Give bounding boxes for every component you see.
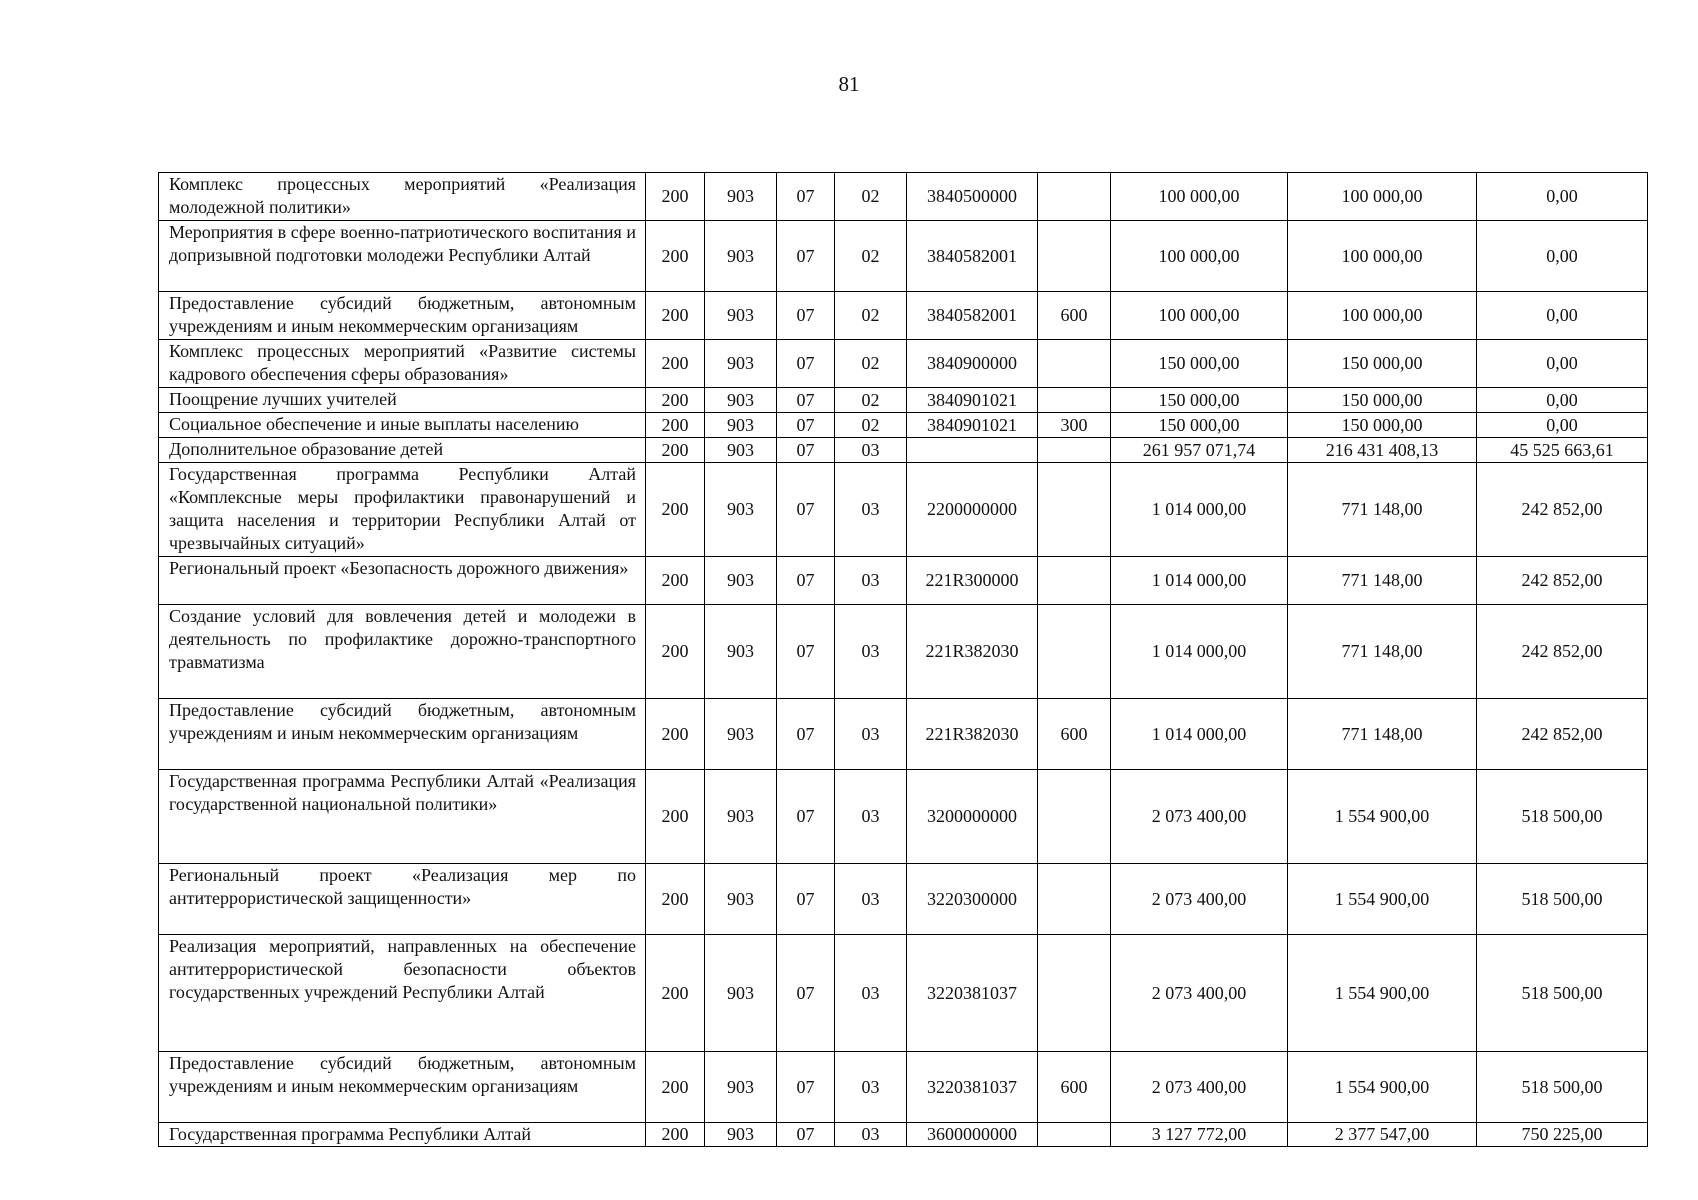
expense-type-cell [1038, 770, 1111, 864]
sum-total-cell: 261 957 071,74 [1111, 438, 1288, 463]
sum-part2-cell: 0,00 [1477, 340, 1648, 388]
sum-part1-cell: 2 377 547,00 [1288, 1123, 1477, 1147]
section-cell: 07 [777, 1123, 835, 1147]
item-name-cell: Государственная программа Республики Алтай «Комплексные меры профилактики правонарушений и защита населения и территории Республики Алтай от чрезвычайных ситуаций» [159, 463, 646, 557]
code-a-cell: 200 [646, 221, 705, 292]
subsection-cell: 02 [835, 340, 907, 388]
expense-type-cell [1038, 864, 1111, 935]
code-a-cell: 200 [646, 340, 705, 388]
sum-part1-cell: 771 148,00 [1288, 605, 1477, 699]
expense-type-cell [1038, 935, 1111, 1052]
item-name-cell: Комплекс процессных мероприятий «Развитие системы кадрового обеспечения сферы образования» [159, 340, 646, 388]
sum-part1-cell: 150 000,00 [1288, 340, 1477, 388]
sum-total-cell: 150 000,00 [1111, 388, 1288, 413]
code-a-cell: 200 [646, 699, 705, 770]
expense-type-cell [1038, 221, 1111, 292]
sum-part2-cell: 45 525 663,61 [1477, 438, 1648, 463]
code-b-cell: 903 [705, 557, 777, 605]
subsection-cell: 02 [835, 173, 907, 221]
target-article-cell: 3840900000 [907, 340, 1038, 388]
item-name-cell: Предоставление субсидий бюджетным, автономным учреждениям и иным некоммерческим организациям [159, 699, 646, 770]
code-a-cell: 200 [646, 1052, 705, 1123]
expense-type-cell [1038, 605, 1111, 699]
table-row [159, 770, 1648, 864]
sum-part1-cell: 1 554 900,00 [1288, 770, 1477, 864]
table-row [159, 221, 1648, 292]
target-article-cell: 3840582001 [907, 221, 1038, 292]
sum-part1-cell: 100 000,00 [1288, 173, 1477, 221]
expense-type-cell [1038, 340, 1111, 388]
sum-total-cell: 1 014 000,00 [1111, 463, 1288, 557]
section-cell: 07 [777, 864, 835, 935]
code-b-cell: 903 [705, 438, 777, 463]
section-cell: 07 [777, 413, 835, 438]
code-a-cell: 200 [646, 864, 705, 935]
sum-part2-cell: 0,00 [1477, 413, 1648, 438]
subsection-cell: 03 [835, 438, 907, 463]
code-b-cell: 903 [705, 221, 777, 292]
sum-total-cell: 100 000,00 [1111, 292, 1288, 340]
sum-part1-cell: 771 148,00 [1288, 699, 1477, 770]
code-b-cell: 903 [705, 605, 777, 699]
code-b-cell: 903 [705, 340, 777, 388]
code-b-cell: 903 [705, 173, 777, 221]
table-row [159, 340, 1648, 388]
item-name-cell: Государственная программа Республики Алтай «Реализация государственной национальной политики» [159, 770, 646, 864]
subsection-cell: 02 [835, 292, 907, 340]
section-cell: 07 [777, 340, 835, 388]
subsection-cell: 02 [835, 413, 907, 438]
section-cell: 07 [777, 173, 835, 221]
subsection-cell: 03 [835, 699, 907, 770]
target-article-cell: 3840901021 [907, 388, 1038, 413]
target-article-cell: 3200000000 [907, 770, 1038, 864]
sum-total-cell: 1 014 000,00 [1111, 605, 1288, 699]
sum-part2-cell: 0,00 [1477, 292, 1648, 340]
sum-total-cell: 1 014 000,00 [1111, 557, 1288, 605]
sum-part1-cell: 1 554 900,00 [1288, 1052, 1477, 1123]
table-row [159, 463, 1648, 557]
sum-part2-cell: 518 500,00 [1477, 864, 1648, 935]
page-number: 81 [838, 72, 860, 96]
sum-part2-cell: 242 852,00 [1477, 463, 1648, 557]
code-a-cell: 200 [646, 605, 705, 699]
code-a-cell: 200 [646, 438, 705, 463]
item-name-cell: Поощрение лучших учителей [159, 388, 646, 413]
target-article-cell: 3220381037 [907, 935, 1038, 1052]
subsection-cell: 03 [835, 935, 907, 1052]
section-cell: 07 [777, 463, 835, 557]
subsection-cell: 03 [835, 770, 907, 864]
item-name-cell: Создание условий для вовлечения детей и молодежи в деятельность по профилактике дорожно-транспортного травматизма [159, 605, 646, 699]
item-name-cell: Государственная программа Республики Алтай [159, 1123, 646, 1147]
item-name-cell: Реализация мероприятий, направленных на обеспечение антитеррористической безопасности объектов государственных учреждений Республики Алтай [159, 935, 646, 1052]
table-row [159, 1123, 1648, 1147]
sum-total-cell: 100 000,00 [1111, 173, 1288, 221]
sum-part2-cell: 242 852,00 [1477, 557, 1648, 605]
code-a-cell: 200 [646, 173, 705, 221]
subsection-cell: 02 [835, 221, 907, 292]
table-row [159, 699, 1648, 770]
code-b-cell: 903 [705, 292, 777, 340]
expense-type-cell: 300 [1038, 413, 1111, 438]
sum-part1-cell: 100 000,00 [1288, 221, 1477, 292]
table-row [159, 413, 1648, 438]
sum-total-cell: 150 000,00 [1111, 413, 1288, 438]
code-b-cell: 903 [705, 1123, 777, 1147]
code-a-cell: 200 [646, 935, 705, 1052]
sum-part2-cell: 518 500,00 [1477, 935, 1648, 1052]
table-row [159, 1052, 1648, 1123]
expense-type-cell [1038, 388, 1111, 413]
target-article-cell: 3600000000 [907, 1123, 1038, 1147]
sum-total-cell: 3 127 772,00 [1111, 1123, 1288, 1147]
target-article-cell: 2200000000 [907, 463, 1038, 557]
code-b-cell: 903 [705, 463, 777, 557]
sum-part2-cell: 518 500,00 [1477, 770, 1648, 864]
subsection-cell: 02 [835, 388, 907, 413]
subsection-cell: 03 [835, 463, 907, 557]
sum-total-cell: 100 000,00 [1111, 221, 1288, 292]
expense-type-cell [1038, 438, 1111, 463]
code-b-cell: 903 [705, 699, 777, 770]
table-row [159, 438, 1648, 463]
section-cell: 07 [777, 770, 835, 864]
subsection-cell: 03 [835, 1052, 907, 1123]
sum-part1-cell: 100 000,00 [1288, 292, 1477, 340]
sum-part1-cell: 771 148,00 [1288, 557, 1477, 605]
section-cell: 07 [777, 292, 835, 340]
sum-part1-cell: 771 148,00 [1288, 463, 1477, 557]
code-a-cell: 200 [646, 557, 705, 605]
target-article-cell [907, 438, 1038, 463]
sum-part2-cell: 242 852,00 [1477, 605, 1648, 699]
section-cell: 07 [777, 699, 835, 770]
subsection-cell: 03 [835, 605, 907, 699]
target-article-cell: 3840901021 [907, 413, 1038, 438]
subsection-cell: 03 [835, 864, 907, 935]
sum-part1-cell: 216 431 408,13 [1288, 438, 1477, 463]
code-b-cell: 903 [705, 864, 777, 935]
item-name-cell: Комплекс процессных мероприятий «Реализация молодежной политики» [159, 173, 646, 221]
section-cell: 07 [777, 605, 835, 699]
sum-total-cell: 2 073 400,00 [1111, 1052, 1288, 1123]
sum-part1-cell: 1 554 900,00 [1288, 935, 1477, 1052]
sum-part1-cell: 150 000,00 [1288, 413, 1477, 438]
section-cell: 07 [777, 438, 835, 463]
expense-type-cell: 600 [1038, 699, 1111, 770]
table-row [159, 173, 1648, 221]
code-b-cell: 903 [705, 1052, 777, 1123]
target-article-cell: 221R300000 [907, 557, 1038, 605]
sum-part2-cell: 0,00 [1477, 221, 1648, 292]
target-article-cell: 3840582001 [907, 292, 1038, 340]
item-name-cell: Дополнительное образование детей [159, 438, 646, 463]
item-name-cell: Региональный проект «Реализация мер по антитеррористической защищенности» [159, 864, 646, 935]
sum-part2-cell: 518 500,00 [1477, 1052, 1648, 1123]
budget-table [158, 172, 1648, 1147]
sum-part1-cell: 1 554 900,00 [1288, 864, 1477, 935]
table-row [159, 292, 1648, 340]
code-b-cell: 903 [705, 770, 777, 864]
code-a-cell: 200 [646, 463, 705, 557]
table-row [159, 605, 1648, 699]
target-article-cell: 3840500000 [907, 173, 1038, 221]
table-row [159, 557, 1648, 605]
sum-total-cell: 150 000,00 [1111, 340, 1288, 388]
item-name-cell: Предоставление субсидий бюджетным, автономным учреждениям и иным некоммерческим организациям [159, 292, 646, 340]
target-article-cell: 3220300000 [907, 864, 1038, 935]
code-a-cell: 200 [646, 388, 705, 413]
expense-type-cell [1038, 557, 1111, 605]
code-a-cell: 200 [646, 292, 705, 340]
subsection-cell: 03 [835, 1123, 907, 1147]
sum-part2-cell: 242 852,00 [1477, 699, 1648, 770]
section-cell: 07 [777, 557, 835, 605]
section-cell: 07 [777, 1052, 835, 1123]
code-b-cell: 903 [705, 935, 777, 1052]
expense-type-cell: 600 [1038, 1052, 1111, 1123]
table-row [159, 864, 1648, 935]
expense-type-cell [1038, 173, 1111, 221]
sum-total-cell: 2 073 400,00 [1111, 864, 1288, 935]
expense-type-cell [1038, 1123, 1111, 1147]
target-article-cell: 221R382030 [907, 699, 1038, 770]
expense-type-cell [1038, 463, 1111, 557]
code-b-cell: 903 [705, 388, 777, 413]
sum-part2-cell: 0,00 [1477, 173, 1648, 221]
sum-total-cell: 2 073 400,00 [1111, 770, 1288, 864]
section-cell: 07 [777, 388, 835, 413]
item-name-cell: Предоставление субсидий бюджетным, автономным учреждениям и иным некоммерческим организациям [159, 1052, 646, 1123]
subsection-cell: 03 [835, 557, 907, 605]
section-cell: 07 [777, 221, 835, 292]
item-name-cell: Мероприятия в сфере военно-патриотического воспитания и допризывной подготовки молодежи Республики Алтай [159, 221, 646, 292]
table-row [159, 935, 1648, 1052]
sum-part2-cell: 750 225,00 [1477, 1123, 1648, 1147]
sum-part2-cell: 0,00 [1477, 388, 1648, 413]
target-article-cell: 3220381037 [907, 1052, 1038, 1123]
section-cell: 07 [777, 935, 835, 1052]
sum-part1-cell: 150 000,00 [1288, 388, 1477, 413]
sum-total-cell: 1 014 000,00 [1111, 699, 1288, 770]
sum-total-cell: 2 073 400,00 [1111, 935, 1288, 1052]
item-name-cell: Региональный проект «Безопасность дорожного движения» [159, 557, 646, 605]
target-article-cell: 221R382030 [907, 605, 1038, 699]
code-b-cell: 903 [705, 413, 777, 438]
code-a-cell: 200 [646, 1123, 705, 1147]
expense-type-cell: 600 [1038, 292, 1111, 340]
table-row [159, 388, 1648, 413]
code-a-cell: 200 [646, 770, 705, 864]
item-name-cell: Социальное обеспечение и иные выплаты населению [159, 413, 646, 438]
code-a-cell: 200 [646, 413, 705, 438]
